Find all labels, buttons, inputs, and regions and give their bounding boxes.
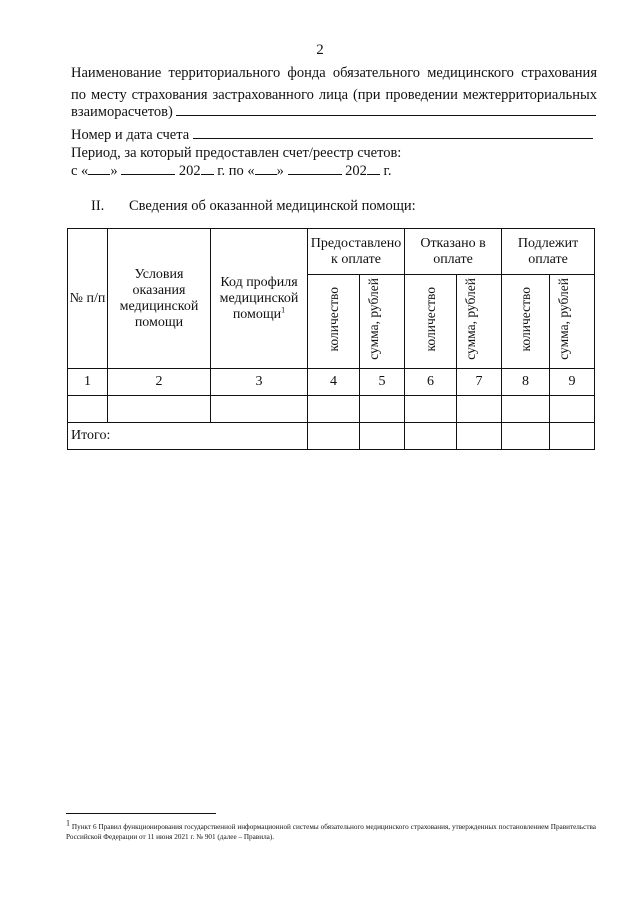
period-to-prefix: по « <box>228 163 255 179</box>
header-presented-sum <box>360 275 405 369</box>
column-number-row <box>68 369 595 396</box>
header-profile-code-text: Код профиля медицинской помощи <box>219 274 299 322</box>
header-payable-sum-text: сумма, рублей <box>556 278 572 360</box>
table-cell[interactable] <box>308 396 360 423</box>
total-row <box>68 423 595 450</box>
header-num: № п/п <box>68 229 108 369</box>
section-title <box>91 198 416 215</box>
column-number-1: 1 <box>68 369 108 396</box>
header-conditions: Условия оказания медицинской помощи <box>108 229 211 369</box>
fund-name-line-2: по месту страхования застрахованного лица (при проведении межтерриториальных <box>71 87 597 103</box>
header-presented: Предоставлено к оплате <box>308 229 405 275</box>
period-to-year-suffix: г. <box>383 163 392 179</box>
header-refused-sum <box>457 275 502 369</box>
column-number-9: 9 <box>550 369 595 396</box>
invoice-number-row <box>71 126 597 144</box>
footnote <box>66 818 596 842</box>
period-to-year-blank[interactable] <box>367 162 380 175</box>
invoice-number-label: Номер и дата счета <box>71 127 190 143</box>
period-to-day-blank[interactable] <box>255 162 277 175</box>
header-payable-quantity <box>502 275 550 369</box>
period-to-year-prefix: 202 <box>345 163 367 179</box>
period-to-month-blank[interactable] <box>288 162 342 175</box>
total-cell[interactable] <box>550 423 595 450</box>
total-cell[interactable] <box>502 423 550 450</box>
period-from-year-prefix: 202 <box>178 163 201 179</box>
header-refused-sum-text: сумма, рублей <box>463 278 479 360</box>
table-cell[interactable] <box>550 396 595 423</box>
medical-care-table <box>67 228 595 450</box>
column-number-7: 7 <box>457 369 502 396</box>
period-from-prefix: с « <box>71 163 89 179</box>
column-number-6: 6 <box>405 369 457 396</box>
header-payable-quantity-text: количество <box>518 286 534 352</box>
fund-name-line-3 <box>71 103 597 121</box>
total-cell[interactable] <box>308 423 360 450</box>
footnote-ref: 1 <box>281 304 286 314</box>
total-cell[interactable] <box>360 423 405 450</box>
total-cell[interactable] <box>405 423 457 450</box>
footnote-divider <box>66 813 216 814</box>
table-cell[interactable] <box>502 396 550 423</box>
total-label: Итого: <box>68 423 308 450</box>
header-refused-quantity-text: количество <box>423 286 439 352</box>
period-to-quote: » <box>276 163 284 179</box>
column-number-4: 4 <box>308 369 360 396</box>
header-payable-sum <box>550 275 595 369</box>
page-number: 2 <box>316 42 324 58</box>
period-row <box>71 162 597 180</box>
table-cell[interactable] <box>68 396 108 423</box>
period-from-day-blank[interactable] <box>88 162 110 175</box>
fund-name-line-3-text: взаиморасчетов) <box>71 104 173 120</box>
period-from-year-suffix: г. <box>217 163 226 179</box>
invoice-number-blank[interactable] <box>193 126 593 139</box>
header-refused: Отказано в оплате <box>405 229 502 275</box>
footnote-text: Пункт 6 Правил функционирования государственной информационной системы обязательного медицинского страхования, утвержденных постановлением Правительства Российской Федерации от 11 июня 2021 г. № 901 (далее – Правила). <box>66 823 596 841</box>
section-number: II. <box>91 198 105 214</box>
column-number-2: 2 <box>108 369 211 396</box>
period-from-month-blank[interactable] <box>121 162 175 175</box>
table-cell[interactable] <box>211 396 308 423</box>
header-presented-sum-text: сумма, рублей <box>366 278 381 360</box>
period-from-year-blank[interactable] <box>201 162 214 175</box>
header-payable: Подлежит оплате <box>502 229 595 275</box>
fund-name-blank[interactable] <box>176 103 596 116</box>
table-cell[interactable] <box>405 396 457 423</box>
period-from-quote: » <box>110 163 118 179</box>
table-cell[interactable] <box>457 396 502 423</box>
column-number-3: 3 <box>211 369 308 396</box>
fund-name-line-1: Наименование территориального фонда обязательного медицинского страхования <box>71 65 597 81</box>
table-row <box>68 396 595 423</box>
header-refused-quantity <box>405 275 457 369</box>
column-number-8: 8 <box>502 369 550 396</box>
header-profile-code <box>211 229 308 369</box>
total-cell[interactable] <box>457 423 502 450</box>
section-title-text: Сведения об оказанной медицинской помощи: <box>129 198 416 214</box>
header-presented-quantity <box>308 275 360 369</box>
table-cell[interactable] <box>360 396 405 423</box>
table-cell[interactable] <box>108 396 211 423</box>
header-presented-quantity-text: количество <box>326 286 341 352</box>
footnote-mark: 1 <box>66 818 70 828</box>
column-number-5: 5 <box>360 369 405 396</box>
period-label: Период, за который предоставлен счет/реестр счетов: <box>71 145 402 161</box>
